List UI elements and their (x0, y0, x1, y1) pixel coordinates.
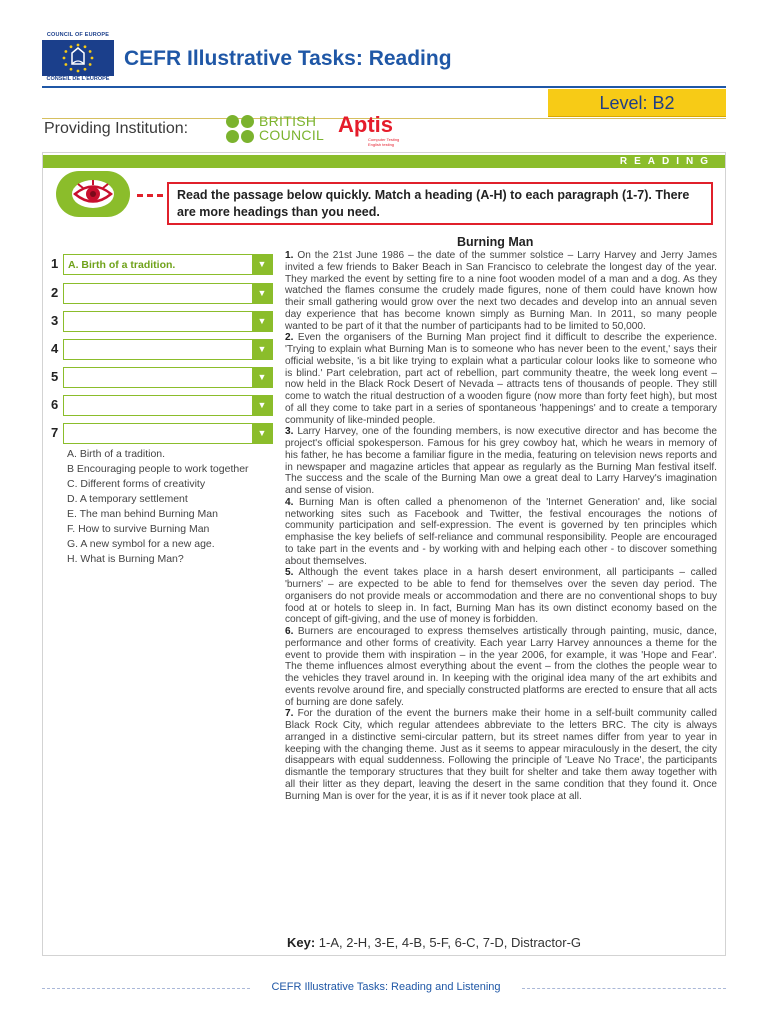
answer-select-1[interactable] (63, 254, 273, 275)
answer-select-5[interactable] (63, 367, 273, 388)
chevron-down-icon[interactable]: ▼ (252, 396, 272, 415)
paragraph-text: For the duration of the event the burners make their home in a self-built community called Black Rock City, which regular attendees abbreviate to the letters BRC. The city is always arranged in a distinctive semi-circular pattern, but its street names differ from year to year in keeping with the changing theme. Just as it seems to appear miraculously in the desert, the city disappears with equal suddenness. Following the principle of 'Leave No Trace', the participants dismantle the temporary structures that they built for shelter and take them away together with all their litter as they depart, leaving the desert in the same condition that they found it. Once Burning Man is over for the year, it is as if it never took place at all. (285, 708, 717, 802)
page-title: CEFR Illustrative Tasks: Reading (124, 47, 452, 70)
paragraph-number: 4. (285, 496, 294, 508)
answer-number: 4 (51, 341, 59, 356)
headings-list (67, 447, 287, 567)
answer-select-2[interactable] (63, 283, 273, 304)
level-badge (548, 89, 726, 117)
paragraph-number: 5. (285, 567, 294, 579)
heading-option: C. Different forms of creativity (67, 478, 206, 490)
paragraph-number: 2. (285, 332, 294, 344)
answer-row-2 (51, 283, 275, 305)
paragraph-number: 6. (285, 626, 294, 637)
answer-number: 3 (51, 313, 59, 328)
answer-number: 7 (51, 425, 59, 440)
heading-option: D. A temporary settlement (67, 493, 188, 505)
aptis-tagline: Computer Testing English testing (368, 137, 400, 147)
paragraph-text: Burning Man is often called a phenomenon of the 'Internet Generation' and, like social networking sites such as Facebook and Twitter, the festival encourages the notions of community participation and self-expression. The event is governed by ten principles which emphasise the key beliefs of self-reliance and communal responsibility. People are encouraged to take part in the events and - by working with and helping each other - to discover something about themselves. (285, 496, 717, 567)
flag-star (91, 57, 94, 60)
paragraph-4 (285, 497, 717, 568)
org-name-bottom: CONSEIL DE L'EUROPE (46, 76, 110, 82)
answer-row-6 (51, 395, 275, 417)
task-instruction: Read the passage below quickly. Match a heading (A-H) to each paragraph (1-7). There are more headings than you need. (167, 182, 713, 225)
paragraph-text: Larry Harvey, one of the founding members, is now executive director and has become the project's official spokesperson. Famous for his grey cowboy hat, which he wears in memory of his father, he has become a familiar figure in the media, featuring on television news reports and in newspaper and magazine articles that appear as regularly as the Burning Man festival itself. The success and the scale of the Burning Man owe a great deal to Larry Harvey's imagination and sense of vision. (285, 426, 717, 496)
footer-divider-right (522, 988, 726, 989)
chevron-down-icon[interactable]: ▼ (252, 312, 272, 331)
answer-number: 6 (51, 397, 59, 412)
eu-stars-icon (42, 40, 114, 76)
answer-row-4 (51, 339, 275, 361)
heading-option: H. What is Burning Man? (67, 553, 184, 565)
answer-select-4[interactable] (63, 339, 273, 360)
paragraph-6 (285, 626, 717, 708)
answer-select-3[interactable] (63, 311, 273, 332)
provider-label: Providing Institution: (44, 120, 189, 137)
heading-option: G. A new symbol for a new age. (67, 538, 215, 550)
chevron-down-icon[interactable]: ▼ (252, 284, 272, 303)
answer-key-label: Key: (287, 935, 316, 950)
flag-star (64, 50, 67, 53)
paragraph-number: 3. (285, 426, 294, 438)
chevron-down-icon[interactable]: ▼ (252, 424, 272, 443)
answer-row-1 (51, 254, 275, 276)
instruction-connector (137, 194, 163, 197)
answer-key-value: 1-A, 2-H, 3-E, 4-B, 5-F, 6-C, 7-D, Distractor-G (315, 935, 582, 950)
answer-value: A. Birth of a tradition. (68, 259, 176, 271)
passage-title: Burning Man (457, 235, 534, 249)
heading-option: E. The man behind Burning Man (67, 508, 218, 520)
heading-option: A. Birth of a tradition. (67, 448, 166, 460)
bc-line-1: BRITISH (259, 113, 317, 129)
reading-task-panel (42, 152, 726, 956)
footer-divider-left (42, 988, 250, 989)
chevron-down-icon[interactable]: ▼ (252, 368, 272, 387)
flag-star (64, 63, 67, 66)
answer-row-7 (51, 423, 275, 445)
british-council-dots-icon (226, 115, 256, 145)
paragraph-text: Even the organisers of the Burning Man project find it difficult to describe the experience. 'Trying to explain what Burning Man is to someone who has never been to the event,' says their official website, 'is a bit like trying to explain what a particular colour looks like to someone who is blind.' Part celebration, part act of rebellion, part community theatre, the week long event – now held in the Black Rock Desert of Nevada – attracts tens of thousands of people. They still come to watch the ritual destruction of a wooden figure (now more than forty feet high), but most of all they come to take part in a series of spontaneous 'happenings' and to create a temporary community of like-minded people. (285, 332, 717, 426)
paragraph-number: 1. (285, 250, 294, 261)
heading-option: F. How to survive Burning Man (67, 523, 210, 535)
chevron-down-icon[interactable]: ▼ (252, 255, 272, 274)
section-bar (43, 155, 725, 168)
answer-select-7[interactable] (63, 423, 273, 444)
paragraph-7 (285, 708, 717, 802)
eye-icon (56, 171, 130, 217)
passage-body (285, 250, 717, 802)
paragraph-3 (285, 426, 717, 497)
section-label: READING (619, 156, 715, 167)
bc-line-2: COUNCIL (259, 127, 325, 143)
org-name-top: COUNCIL OF EUROPE (46, 32, 110, 38)
answer-number: 5 (51, 369, 59, 384)
flag-star (77, 70, 80, 73)
title-divider (42, 86, 726, 88)
chevron-down-icon[interactable]: ▼ (252, 340, 272, 359)
flag-star (89, 50, 92, 53)
flag-star (70, 45, 73, 48)
level-label: Level: B2 (599, 93, 675, 113)
answer-select-6[interactable] (63, 395, 273, 416)
paragraph-5 (285, 567, 717, 626)
british-council-logo (226, 113, 332, 145)
answer-row-3 (51, 311, 275, 333)
footer-text: CEFR Illustrative Tasks: Reading and Listening (271, 981, 501, 993)
flag-star (84, 45, 87, 48)
paragraph-number: 7. (285, 708, 294, 720)
flag-star (70, 68, 73, 71)
flag-star (77, 44, 80, 47)
answer-number: 1 (51, 256, 59, 271)
heading-option: B Encouraging people to work together (67, 463, 249, 475)
answer-row-5 (51, 367, 275, 389)
flag-star (89, 63, 92, 66)
paragraph-2 (285, 332, 717, 426)
paragraph-1 (285, 250, 717, 332)
answer-number: 2 (51, 285, 59, 300)
paragraph-text: On the 21st June 1986 – the date of the summer solstice – Larry Harvey and Jerry James invited a few friends to Baker Beach in San Francisco to celebrate the longest day of the year. They marked the event by setting fire to a nine foot wooden model of a man and a dog. As they watched the flames consume the crudely made figures, none of them could have known how their small gathering would grow over the next two decades and develop into an annual seven day experience that has become known simply as Burning Man. In 2011, so many people wanted to be part of it that the number of participants had to be limited to 50,000. (285, 250, 717, 332)
flag-star (84, 68, 87, 71)
aptis-wordmark: Aptis (338, 112, 393, 137)
answer-key (287, 935, 581, 950)
flag-star (63, 57, 66, 60)
council-of-europe-logo (42, 32, 114, 84)
aptis-logo (338, 112, 408, 148)
paragraph-text: Burners are encouraged to express themselves artistically through painting, music, dance, performance and other forms of creativity. Each year Larry Harvey announces a theme for the event to provide them with inspiration – in the year 2006, for example, it was 'Hope and Fear'. The theme influences almost everything about the event – from the clothes the people wear to the vehicles they travel around in. In keeping with the original idea many of the art exhibits and events revolve around fire, and specially constructed platforms are erected to ensure that all acts of burning are done safely. (285, 626, 718, 708)
paragraph-text: Although the event takes place in a harsh desert environment, all participants – called 'burners' – are expected to be able to fend for themselves over the seven day period. The organisers do not provide meals or accommodation and there are no conventional shops to buy food at or hotels to sleep in. In fact, Burning Man has its own distinct economy based on the concept of gift-giving, and the use of money is forbidden. (285, 567, 717, 626)
